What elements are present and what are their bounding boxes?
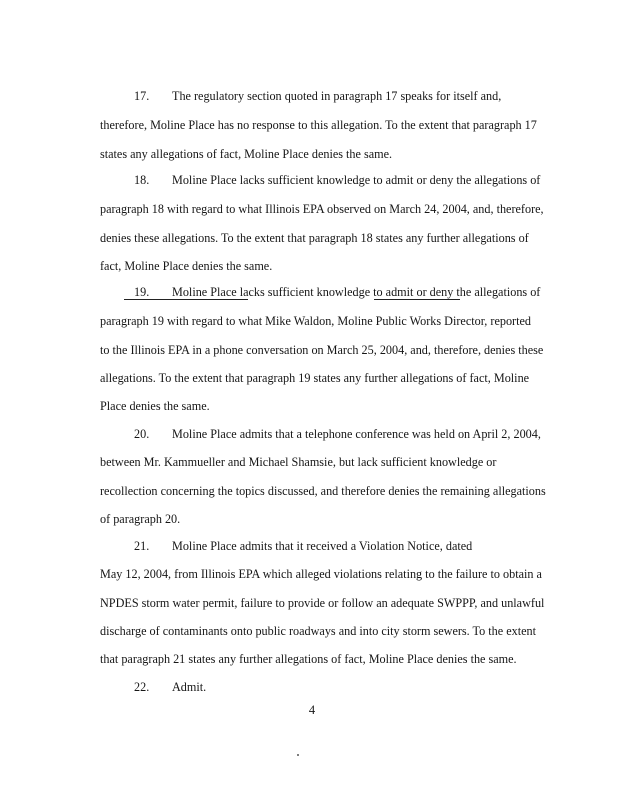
paragraph-line: discharge of contaminants onto public roadways and into city storm sewers. To the extent [100,624,536,638]
paragraph-first-line: Admit. [172,680,207,694]
paragraph-line: states any allegations of fact, Moline Place denies the same. [100,147,393,161]
paragraph-number: 21. [134,539,150,553]
page-number: 4 [308,703,316,717]
underline-mark [374,299,460,300]
paragraph-line: recollection concerning the topics discussed, and therefore denies the remaining allegations [100,484,546,498]
paragraph-line: paragraph 19 with regard to what Mike Waldon, Moline Public Works Director, reported [100,314,531,328]
paragraph-first-line: The regulatory section quoted in paragraph 17 speaks for itself and, [172,89,502,103]
paragraph-line: to the Illinois EPA in a phone conversation on March 25, 2004, and, therefore, denies these [100,343,544,357]
paragraph-number: 18. [134,173,150,187]
scan-speck [297,754,299,756]
paragraph-line: fact, Moline Place denies the same. [100,259,273,273]
paragraph-line: NPDES storm water permit, failure to provide or follow an adequate SWPPP, and unlawful [100,596,545,610]
paragraph-line: between Mr. Kammueller and Michael Shamsie, but lack sufficient knowledge or [100,455,497,469]
paragraph-first-line: Moline Place lacks sufficient knowledge to admit or deny the allegations of [172,173,541,187]
underline-mark [124,299,248,300]
paragraph-number: 20. [134,427,150,441]
paragraph-line: denies these allegations. To the extent that paragraph 18 states any further allegations of [100,231,529,245]
paragraph-number: 17. [134,89,150,103]
paragraph-line: therefore, Moline Place has no response to this allegation. To the extent that paragraph 17 [100,118,537,132]
paragraph-first-line: Moline Place lacks sufficient knowledge to admit or deny the allegations of [172,285,541,299]
paragraph-number: 22. [134,680,150,694]
paragraph-line: allegations. To the extent that paragraph 19 states any further allegations of fact, Moline [100,371,530,385]
paragraph-line: May 12, 2004, from Illinois EPA which alleged violations relating to the failure to obtain a [100,567,542,581]
paragraph-line: Place denies the same. [100,399,210,413]
paragraph-line: that paragraph 21 states any further allegations of fact, Moline Place denies the same. [100,652,517,666]
paragraph-first-line: Moline Place admits that a telephone conference was held on April 2, 2004, [172,427,541,441]
paragraph-line: paragraph 18 with regard to what Illinois EPA observed on March 24, 2004, and, therefore, [100,202,544,216]
paragraph-first-line: Moline Place admits that it received a Violation Notice, dated [172,539,473,553]
paragraph-line: of paragraph 20. [100,512,181,526]
paragraph-number: 19. [134,285,150,299]
